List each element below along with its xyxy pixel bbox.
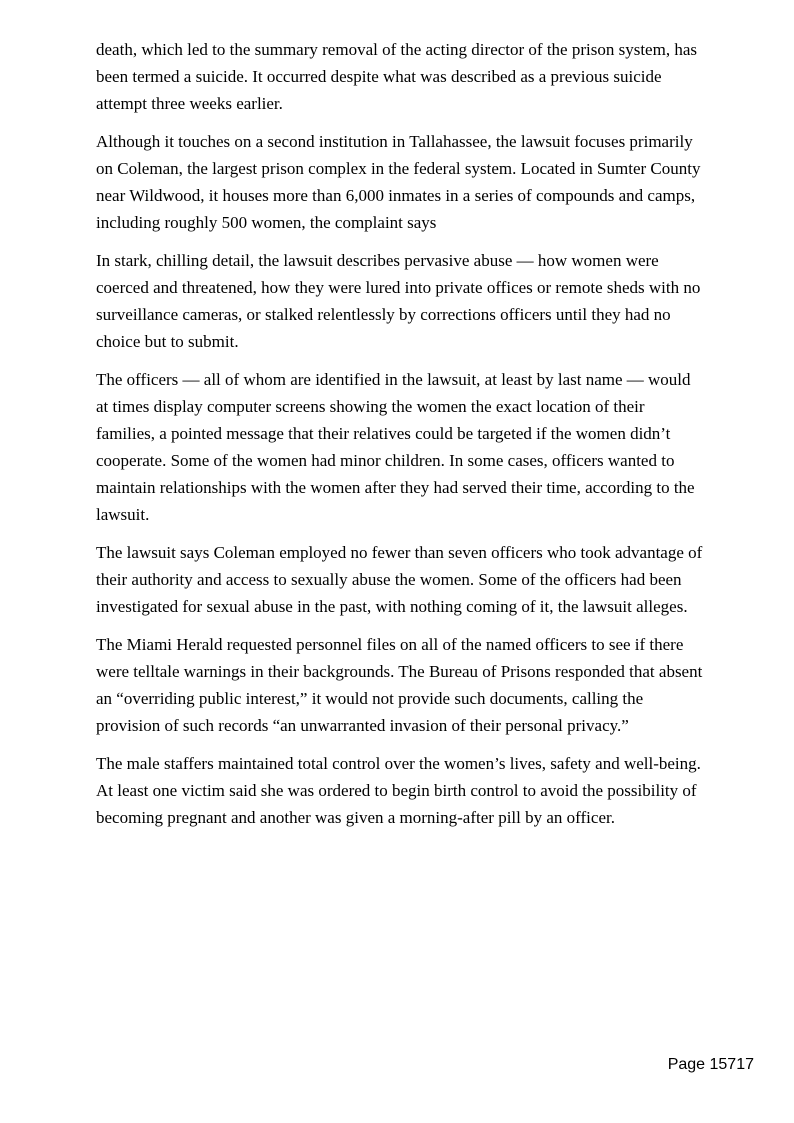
paragraph-7: The male staffers maintained total control over the women’s lives, safety and well-being. At least one victim said she was ordered to begin birth control to avoid the possibility of becoming pregnant and another was given a morning-after pill by an officer. [96,754,701,827]
paragraph-3: In stark, chilling detail, the lawsuit describes pervasive abuse — how women were coerced and threatened, how they were lured into private offices or remote sheds with no surveillance cameras, or stalked relentlessly by corrections officers until they had no choice but to submit. [96,251,701,351]
document-body [96,36,704,842]
paragraph-6: The Miami Herald requested personnel files on all of the named officers to see if there were telltale warnings in their backgrounds. The Bureau of Prisons responded that absent an “overriding public interest,” it would not provide such documents, calling the provision of such records “an unwarranted invasion of their personal privacy.” [96,635,703,735]
page-number: Page 15717 [667,1056,754,1073]
paragraph-2: Although it touches on a second institution in Tallahassee, the lawsuit focuses primarily on Coleman, the largest prison complex in the federal system. Located in Sumter County near Wildwood, it houses more than 6,000 inmates in a series of compounds and camps, including roughly 500 women, the complaint says [96,132,701,232]
paragraph-5: The lawsuit says Coleman employed no fewer than seven officers who took advantage of their authority and access to sexually abuse the women. Some of the officers had been investigated for sexual abuse in the past, with nothing coming of it, the lawsuit alleges. [96,543,703,616]
paragraph-1: death, which led to the summary removal of the acting director of the prison system, has been termed a suicide. It occurred despite what was described as a previous suicide attempt three weeks earlier. [96,40,697,113]
paragraph-4: The officers — all of whom are identified in the lawsuit, at least by last name — would at times display computer screens showing the women the exact location of their families, a pointed message that their relatives could be targeted if the women didn’t cooperate. Some of the women had minor children. In some cases, officers wanted to maintain relationships with the women after they had served their time, according to the lawsuit. [96,370,695,524]
